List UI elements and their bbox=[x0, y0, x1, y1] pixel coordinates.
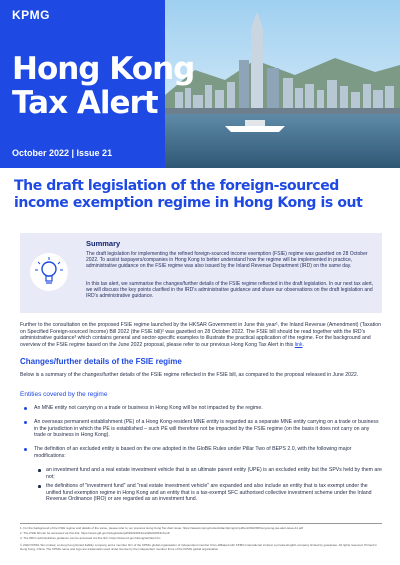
summary-box bbox=[20, 233, 382, 313]
list-item bbox=[20, 419, 382, 439]
summary-paragraph-1: The draft legislation for implementing the refined foreign-sourced income exemption (FSIE) regime was gazetted on 28 October 2022. To assist taxpayers/companies in Hong Kong to better understand how the regime will be implemented in practice, administrative guidance on the FSIE regime was also issued by the Inland Revenue Department (IRD) on the same day. bbox=[86, 251, 368, 270]
hero-banner bbox=[0, 0, 400, 168]
issue-label: October 2022 | Issue 21 bbox=[12, 148, 113, 158]
lightbulb-icon bbox=[30, 253, 68, 291]
bullet-icon bbox=[24, 407, 27, 410]
list-item-text: The definition of an excluded entity is based on the one adopted in the GloBE Rules under Pillar Two of BEPS 2.0, with the following major modifications: bbox=[34, 446, 352, 459]
title-line-1: Hong Kong bbox=[12, 51, 195, 87]
footnote-divider bbox=[20, 523, 382, 524]
list-item bbox=[20, 446, 382, 459]
list-item-text: An overseas permanent establishment (PE) of a Hong Kong-resident MNE entity is regarded as a separate MNE entity carrying on a trade or business in the jurisdiction in which the PE is established – such PE will therefore not be impacted by the FSIE regime (on the basis it does not carry on any trade or business in Hong Kong). bbox=[34, 419, 379, 439]
kpmg-logo: KPMG bbox=[12, 8, 50, 22]
list-item bbox=[20, 405, 382, 412]
article-headline: The draft legislation of the foreign-sourced income exemption regime in Hong Kong is out bbox=[14, 178, 363, 211]
footnote-1: 1. For the background of the FSIE regime and details of the same, please refer to our previous Hong Kong Tax Alert issue: https://assets.kpmg/content/dam/kpmg/cn/pdf/en/2022/06/hong-kong-tax-alert-issue-11.pdf bbox=[20, 526, 304, 530]
sub-bullet-icon bbox=[38, 485, 41, 488]
previous-alert-link[interactable]: link bbox=[294, 341, 303, 348]
sub-list-item-text: the definitions of "investment fund" and "real estate investment vehicle" are expanded and also include an entity that is tax exempt under the unified fund exemption regime in Hong Kong and an entity that is a tax-exempt SFC authorised collective investment scheme under the Inland Revenue Ordinance (IRO) or are regarded as an investment fund. bbox=[46, 483, 372, 503]
hong-kong-skyline-photo bbox=[165, 0, 400, 168]
footnote-2: 2. The FSIE bill can be accessed via this link: https://www.gld.gov.hk/egazette/pdf/20222643/es32022264319.pdf bbox=[20, 531, 170, 535]
page-title bbox=[12, 52, 194, 120]
summary-paragraph-2: In this tax alert, we summarise the changes/further details of the FSIE regime reflected in the draft legislation. In our next tax alert, we will discuss the key points clarified in the IRD's administrative guidance and share our observations on the draft legislation and IRD's administrative guidance. bbox=[86, 281, 374, 300]
intro-text: Further to the consultation on the proposed FSIE regime launched by the HKSAR Government in June this year¹, the Inland Revenue (Amendment) (Taxation on Specified Foreign-sourced Income) Bill 2022 (the FSIE bill)² was gazetted on 28 October 2022. The FSIE bill should be read together with the IRD's administrative guidance³ which contains general and sector-specific examples to illustrate the practical application of the regime. For the background and overview of the FSIE regime based on the June 2022 proposal, please refer to our previous Hong Kong Tax Alert in this bbox=[20, 322, 382, 348]
section-subheading: Entities covered by the regime bbox=[20, 391, 108, 398]
bullet-icon bbox=[24, 448, 27, 451]
sub-list-item bbox=[34, 467, 382, 480]
sub-list-item bbox=[34, 483, 382, 503]
list-item-text: An MNE entity not carrying on a trade or business in Hong Kong will be not impacted by the regime. bbox=[34, 405, 263, 411]
bullet-icon bbox=[24, 421, 27, 424]
sub-list-item-text: an investment fund and a real estate investment vehicle that is an ultimate parent entity (UPE) is an excluded entity but the SPVs held by them are not; bbox=[46, 467, 382, 480]
section-intro: Below is a summary of the changes/further details of the FSIE regime reflected in the FSIE bill, as compared to the proposal released in June 2022. bbox=[20, 372, 359, 378]
section-heading: Changes/further details of the FSIE regime bbox=[20, 357, 182, 366]
legal-disclaimer: © 2022 KPMG Tax Limited, a Hong Kong limited liability company and a member firm of the KPMG global organisation of independent member firms affiliated with KPMG International Limited, a private English company limited by guarantee. All rights reserved. Printed in Hong Kong, China. The KPMG name and logo are trademarks used under license by the independent member firms of the KPMG global organisation. bbox=[20, 543, 377, 551]
sub-bullet-icon bbox=[38, 469, 41, 472]
intro-paragraph: Further to the consultation on the proposed FSIE regime launched by the HKSAR Government in June this year¹, the Inland Revenue (Amendment) (Taxation on Specified Foreign-sourced Income) Bill 2022 (the FSIE bill)² was gazetted on 28 October 2022. The FSIE bill should be read together with the IRD's administrative guidance³ which contains general and sector-specific examples to illustrate the practical application of the regime. For the background and overview of the FSIE regime based on the June 2022 proposal, please refer to our previous Hong Kong Tax Alert in this link. bbox=[20, 322, 382, 348]
footnote-3: 3. The IRD's administrative guidance can be accessed via this link: https://www.ird.gov.hk/eng/tax/fsie.htm bbox=[20, 536, 161, 540]
summary-title: Summary bbox=[86, 239, 121, 248]
title-line-2: Tax Alert bbox=[12, 85, 158, 121]
